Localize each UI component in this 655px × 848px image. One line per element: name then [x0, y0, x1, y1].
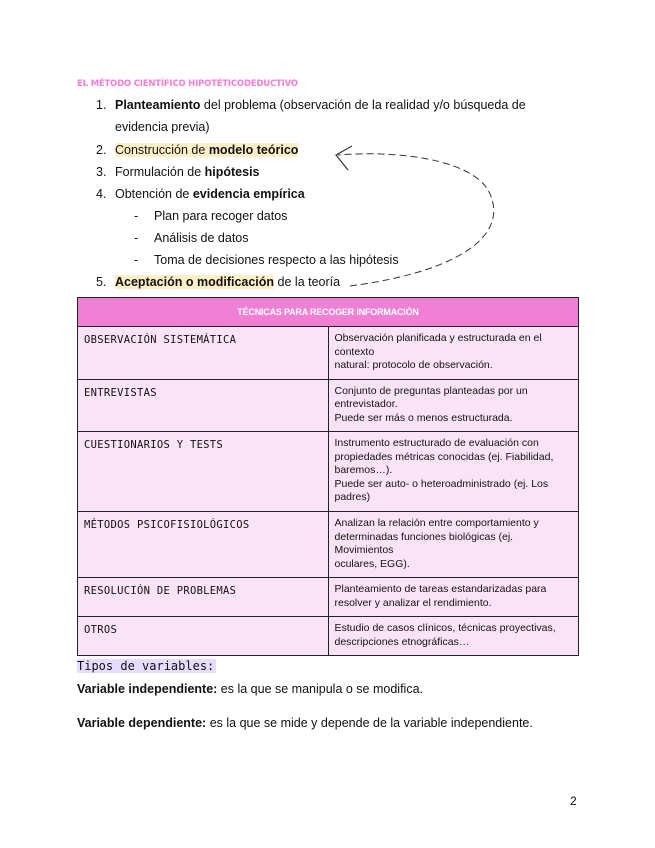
step-bold: modelo teórico [208, 143, 299, 157]
section-heading: EL MÉTODO CIENTÍFICO HIPOTÉTICODEDUCTIVO [77, 79, 298, 89]
technique-name: RESOLUCIÓN DE PROBLEMAS [78, 578, 329, 617]
table-row [78, 327, 579, 380]
step-3 [96, 161, 260, 183]
step-number: 4. [96, 187, 107, 201]
step-bold: Aceptación o modificación [115, 275, 275, 289]
step-text: Construcción de [115, 143, 209, 157]
step-1 [96, 94, 578, 138]
step-number: 5. [96, 275, 107, 289]
technique-name: CUESTIONARIOS Y TESTS [78, 432, 329, 512]
table-row [78, 578, 579, 617]
step-text: Obtención de [115, 187, 193, 201]
dependent-variable-label: Variable dependiente: [77, 716, 207, 730]
table-row [78, 512, 579, 578]
step-text: Formulación de [115, 165, 205, 179]
technique-description: Planteamiento de tareas estandarizadas para resolver y analizar el rendimiento. [328, 578, 579, 617]
technique-description: Analizan la relación entre comportamiento y determinadas funciones biológicas (ej. Movimientos oculares, EGG). [328, 512, 579, 578]
technique-name: MÉTODOS PSICOFISIOLÓGICOS [78, 512, 329, 578]
feedback-arrow-head [336, 146, 352, 170]
technique-description: Conjunto de preguntas planteadas por un entrevistador. Puede ser más o menos estructurada. [328, 379, 579, 432]
step-number: 3. [96, 165, 107, 179]
step-bold: evidencia empírica [192, 187, 305, 201]
table-row [78, 432, 579, 512]
step-continuation: evidencia previa) [115, 120, 210, 134]
independent-variable-line [77, 682, 423, 696]
table-row [78, 379, 579, 432]
page-number: 2 [570, 794, 577, 808]
step-number: 2. [96, 143, 107, 157]
technique-description: Observación planificada y estructurada en el contexto natural: protocolo de observación. [328, 327, 579, 380]
variables-title: Tipos de variables: [77, 659, 215, 673]
independent-variable-label: Variable independiente: [77, 682, 218, 696]
substep-text: Análisis de datos [154, 231, 249, 245]
technique-description: Instrumento estructurado de evaluación con propiedades métricas conocidas (ej. Fiabilidad, baremos…). Puede ser auto- o heteroadministrado (ej. Los padres) [328, 432, 579, 512]
dash: - [134, 231, 139, 245]
step-number: 1. [96, 98, 107, 112]
technique-name: ENTREVISTAS [78, 379, 329, 432]
step-2 [96, 139, 299, 161]
step-5 [96, 271, 341, 293]
step-text: de la teoría [274, 275, 341, 289]
dependent-variable-text: es la que se mide y depende de la variable independiente. [206, 716, 533, 730]
step-4 [96, 183, 305, 205]
step-bold: Planteamiento [115, 98, 201, 112]
substep-text: Plan para recoger datos [154, 209, 288, 223]
technique-name: OTROS [78, 617, 329, 656]
techniques-table [77, 297, 579, 656]
table-header: TÉCNICAS PARA RECOGER INFORMACIÓN [78, 298, 579, 327]
dash: - [134, 209, 139, 223]
substep-text: Toma de decisiones respecto a las hipótesis [154, 253, 399, 267]
technique-name: OBSERVACIÓN SISTEMÁTICA [78, 327, 329, 380]
step-text: del problema (observación de la realidad y/o búsqueda de [200, 98, 526, 112]
dependent-variable-line [77, 716, 533, 730]
table-row [78, 617, 579, 656]
independent-variable-text: es la que se manipula o se modifica. [217, 682, 423, 696]
technique-description: Estudio de casos clínicos, técnicas proyectivas, descripciones etnográficas… [328, 617, 579, 656]
dash: - [134, 253, 139, 267]
step-bold: hipótesis [204, 165, 260, 179]
